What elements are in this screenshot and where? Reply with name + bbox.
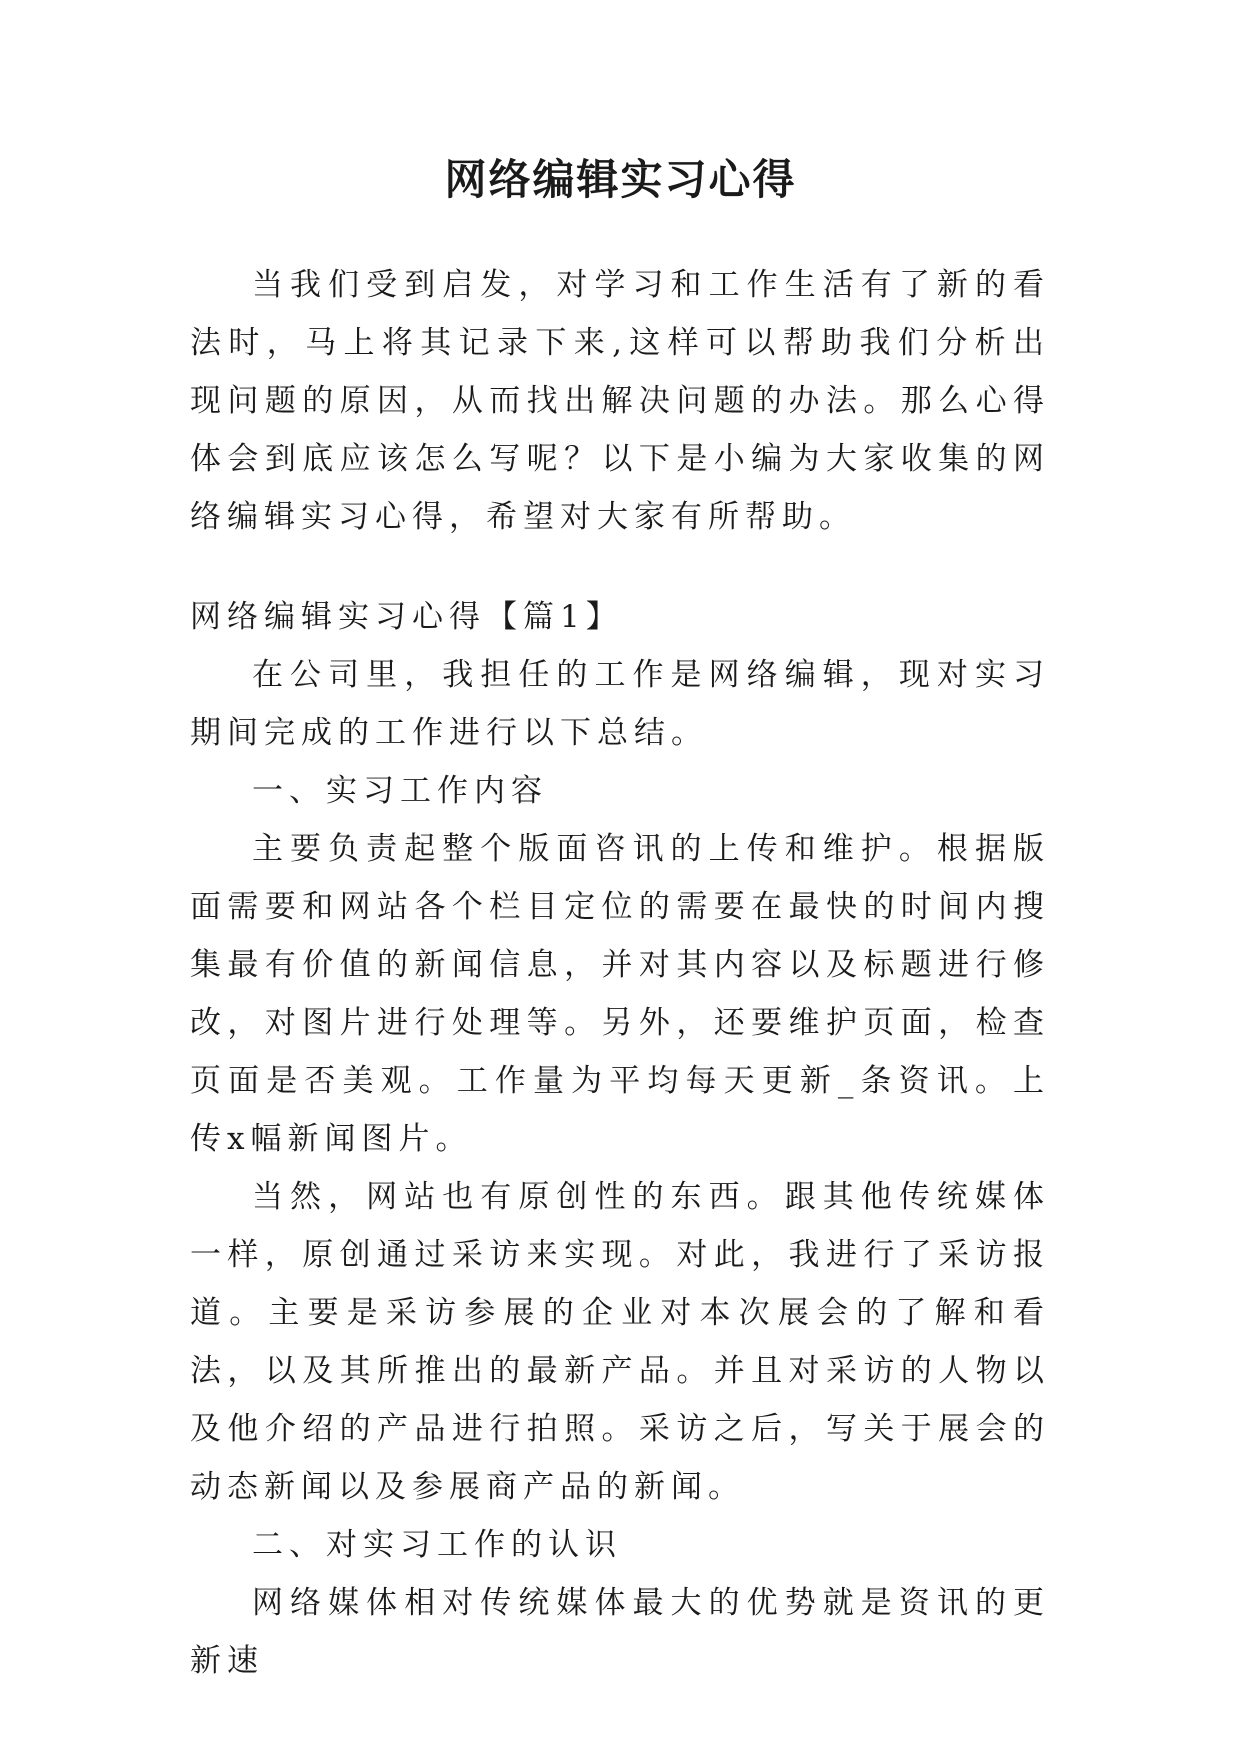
document-body xyxy=(190,256,1050,1690)
section-heading: 网络编辑实习心得【篇1】 xyxy=(190,599,623,635)
subsection-heading: 一、实习工作内容 xyxy=(252,773,548,809)
body-paragraph: 当然，网站也有原创性的东西。跟其他传统媒体一样，原创通过采访来实现。对此，我进行了采访报道。主要是采访参展的企业对本次展会的了解和看法，以及其所推出的最新产品。并且对采访的人物以及他介绍的产品进行拍照。采访之后，写关于展会的动态新闻以及参展商产品的新闻。 xyxy=(190,1179,1050,1505)
body-paragraph: 在公司里，我担任的工作是网络编辑，现对实习期间完成的工作进行以下总结。 xyxy=(190,657,1050,751)
body-paragraph: 网络媒体相对传统媒体最大的优势就是资讯的更新速 xyxy=(190,1585,1050,1679)
intro-paragraph: 当我们受到启发，对学习和工作生活有了新的看法时，马上将其记录下来,这样可以帮助我们分析出现问题的原因，从而找出解决问题的办法。那么心得体会到底应该怎么写呢？以下是小编为大家收集的网络编辑实习心得，希望对大家有所帮助。 xyxy=(190,267,1050,535)
document-title: 网络编辑实习心得 xyxy=(444,155,797,204)
body-paragraph: 主要负责起整个版面咨讯的上传和维护。根据版面需要和网站各个栏目定位的需要在最快的时间内搜集最有价值的新闻信息，并对其内容以及标题进行修改，对图片进行处理等。另外，还要维护页面，检查页面是否美观。工作量为平均每天更新_条资讯。上传x幅新闻图片。 xyxy=(190,831,1050,1157)
subsection-heading: 二、对实习工作的认识 xyxy=(252,1527,622,1563)
